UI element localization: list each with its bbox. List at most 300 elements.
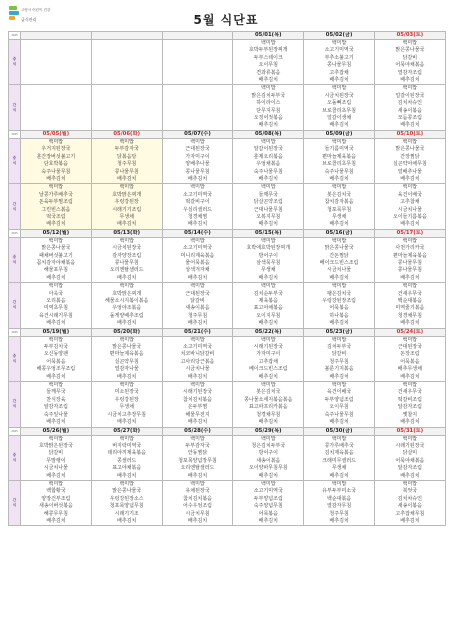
menu-item: 얼갈이된장국 — [395, 92, 425, 99]
menu-item: 맑은콩나물국 — [112, 344, 142, 351]
menu-item: 닭살미 — [402, 450, 418, 457]
menu-cell — [162, 40, 233, 85]
menu-cell — [374, 138, 445, 183]
menu-cell — [304, 435, 375, 480]
menu-item: 떡국조림 — [46, 213, 66, 220]
menu-item: 김치두부국 — [327, 344, 352, 351]
menu-item: 배추김치 — [46, 274, 66, 281]
menu-item: 감자양장조림 — [112, 252, 142, 259]
menu-item: 소고기미역국 — [324, 47, 354, 54]
menu-item: 편마늘제육볶음 — [322, 153, 356, 160]
menu-cell — [91, 480, 162, 525]
menu-item: 편마늘제육볶음 — [109, 351, 144, 358]
menu-item: 배추김치 — [329, 320, 349, 327]
menu-cell — [162, 435, 233, 480]
menu-cell — [21, 184, 92, 229]
menu-item: 백미밥 — [119, 283, 134, 290]
menu-item: 배추김치 — [258, 274, 278, 281]
menu-item: 우엉야조볶음 — [112, 305, 142, 312]
menu-item: 배추김치 — [187, 320, 208, 327]
menu-item: 오돌뼈조림 — [327, 100, 352, 107]
menu-item: 배추김치 — [329, 221, 349, 228]
menu-item: 배추김치 — [258, 419, 278, 426]
menu-item: 김치차슈인 — [397, 495, 422, 502]
lunch-row — [9, 237, 446, 282]
snack-label: 간 식 — [9, 283, 21, 328]
menu-item: 떡갈비구이 — [185, 199, 210, 206]
snack-row — [9, 283, 446, 328]
snack-label: 간 식 — [9, 382, 21, 427]
menu-item: 오이양파무침무침 — [248, 465, 288, 472]
menu-item: 꼼치감자야채볶음 — [36, 259, 76, 266]
menu-item: 닭갈비 — [331, 351, 347, 358]
menu-item: 육건시래기무침 — [38, 312, 73, 319]
menu-cell — [21, 336, 92, 381]
menu-item: 소고기미역국 — [253, 488, 283, 495]
date-row — [9, 427, 446, 435]
date-cell: 05/07(수) — [162, 130, 233, 138]
menu-cell — [21, 480, 92, 525]
menu-item: 간돈찜닭 — [329, 252, 349, 259]
menu-item: 볼룬기지볶음 — [324, 366, 354, 373]
menu-cell — [304, 237, 375, 282]
lunch-row — [9, 336, 446, 381]
menu-item: 안동찜닭 — [187, 450, 208, 457]
menu-item: 백미밥 — [331, 435, 347, 442]
snack-label: 간 식 — [9, 480, 21, 525]
date-cell: 05/19(월) — [21, 328, 92, 336]
menu-item: 유부두부미소국 — [322, 488, 356, 495]
menu-cell — [162, 85, 233, 130]
menu-item: 닭갈비 — [190, 298, 205, 304]
menu-item: 백미밥 — [190, 237, 205, 244]
menu-item: 배추김치 — [46, 472, 66, 479]
menu-item: 배추김치 — [329, 419, 349, 426]
menu-item: 시래기된장국 — [253, 344, 283, 351]
menu-item: 배추김치 — [400, 122, 420, 129]
menu-item: 고추잡채 — [258, 358, 278, 365]
menu-cell — [21, 40, 92, 85]
menu-item: 떡갈비조림 — [397, 396, 422, 403]
menu-item: 백미밥 — [402, 336, 418, 343]
logo-subtext: 급식관리 — [21, 17, 37, 22]
menu-item: 백미밥 — [119, 237, 134, 244]
menu-cell — [162, 184, 233, 229]
menu-item: 얼갈이생채 — [327, 115, 352, 122]
year-label: 2025 — [9, 427, 21, 435]
menu-cell — [374, 237, 445, 282]
menu-item: 백미밥 — [48, 237, 64, 244]
menu-item: 백순대볶음 — [327, 495, 352, 502]
menu-item: 백미밥 — [331, 237, 347, 244]
menu-item: 시금치나물 — [327, 267, 352, 274]
menu-item: 백미밥 — [119, 336, 134, 343]
menu-item: 배추김치 — [258, 77, 278, 84]
menu-item: 미역초무침 — [43, 305, 68, 312]
menu-item: 육건이배국 — [397, 191, 422, 198]
menu-item: 육건이배국 — [327, 389, 352, 396]
menu-item: 숙주나물무침 — [41, 168, 71, 175]
snack-row — [9, 382, 446, 427]
menu-item: 김치순두부국 — [253, 290, 283, 297]
menu-cell — [304, 184, 375, 229]
menu-cell — [21, 382, 92, 427]
menu-item: 백미밥 — [48, 336, 64, 343]
menu-item: 물어묵볶음 — [185, 259, 210, 266]
menu-item: 무생채 — [119, 404, 134, 411]
menu-cell — [162, 283, 233, 328]
menu-item: 고추잡채무침 — [395, 510, 425, 517]
menu-item: 배추김치 — [46, 320, 66, 327]
menu-item: 부추소불고기 — [324, 54, 354, 61]
menu-item: 무생채 — [261, 267, 276, 274]
menu-item: 백미밥 — [190, 184, 205, 191]
menu-item: 청주무침 — [329, 358, 349, 365]
menu-item: 근대나물무침 — [253, 206, 283, 213]
date-row — [9, 130, 446, 138]
menu-item: 맑은김치두부국 — [251, 92, 286, 99]
menu-item: 삼색묵무침 — [256, 259, 281, 266]
menu-item: 배추김치 — [329, 175, 349, 182]
date-cell: 05/05(월) — [21, 130, 92, 138]
menu-item: 콩나물무침 — [397, 267, 422, 274]
menu-item: 백미밥 — [190, 138, 205, 145]
lunch-row — [9, 40, 446, 85]
menu-item: 브로콜리초무침 — [322, 161, 356, 168]
menu-item: 알감자조림 — [397, 404, 422, 411]
menu-item: 오이무침 — [329, 404, 349, 411]
menu-item: 숙주나물무침 — [324, 168, 354, 175]
menu-item: 배추김치 — [117, 517, 137, 524]
snack-row — [9, 480, 446, 525]
menu-item: 모듬콩조림 — [397, 115, 422, 122]
menu-item: 백미밥 — [261, 138, 276, 145]
menu-item: 배추김치 — [400, 373, 420, 380]
menu-item: 배추김치 — [117, 472, 137, 479]
menu-cell — [233, 237, 304, 282]
menu-item: 호박두부된장찌개 — [248, 47, 288, 54]
menu-item: 배추김치 — [400, 472, 420, 479]
menu-item: 들깨무국 — [258, 191, 278, 198]
year-label: 2025 — [9, 32, 21, 40]
menu-item: 해물무전지 — [185, 411, 210, 418]
menu-cell — [374, 184, 445, 229]
menu-item: 배추김치 — [258, 320, 278, 327]
year-label: 2025 — [9, 328, 21, 336]
date-cell: 05/09(금) — [304, 130, 375, 138]
header — [0, 0, 452, 31]
menu-cell — [91, 85, 162, 130]
menu-item: 오이들기름볶음 — [392, 213, 427, 220]
menu-item: 청주무침 — [117, 161, 137, 168]
menu-item: 시래기된장국 — [183, 389, 212, 396]
menu-item: 김치차슈인 — [397, 100, 422, 107]
menu-item: 백미밥 — [261, 283, 276, 290]
menu-item: 배추김치 — [400, 221, 420, 228]
lunch-label: 중 식 — [9, 336, 21, 381]
menu-cell — [374, 382, 445, 427]
date-cell: 05/29(목) — [233, 427, 304, 435]
menu-item: 소고기미역국 — [183, 245, 212, 252]
menu-item: 백미밥 — [48, 382, 64, 389]
lunch-label: 중 식 — [9, 237, 21, 282]
menu-item: 배추김치 — [329, 274, 349, 281]
menu-item: 배추김치 — [187, 472, 208, 479]
menu-item: 베이크드빈스조림 — [319, 259, 359, 266]
menu-cell — [162, 382, 233, 427]
menu-item: 유채된장국 — [185, 488, 210, 495]
menu-item: 아욱국 — [48, 290, 64, 297]
menu-item: 시금치된장국 — [112, 245, 142, 252]
menu-item: 상색겨자채 — [185, 267, 210, 274]
menu-item: 열감자조림 — [397, 69, 422, 76]
menu-item: 백미밥 — [331, 336, 347, 343]
date-cell: 05/02(금) — [304, 32, 375, 40]
menu-cell — [304, 283, 375, 328]
year-label: 2025 — [9, 229, 21, 237]
menu-item: 어묵볶음 — [400, 358, 420, 365]
lunch-row — [9, 138, 446, 183]
menu-item: 배추김치 — [117, 221, 137, 228]
menu-item: 두부김치국 — [43, 344, 68, 351]
menu-item: 봇은김치국 — [256, 389, 281, 396]
menu-item: 오징어젓볶음 — [253, 115, 283, 122]
menu-item: 알갈이된장국 — [253, 146, 283, 153]
menu-item: 무생채 — [119, 213, 134, 220]
menu-item: 호박맑은찌개 — [112, 191, 142, 198]
menu-item: 새송이볶음 — [185, 305, 210, 312]
menu-item: 배추김치 — [187, 274, 208, 281]
menu-item: 온두부찜 — [187, 404, 208, 411]
menu-item: 표고파프리카볶음 — [248, 404, 288, 411]
menu-item: 해콩무무침 — [43, 510, 68, 517]
menu-cell — [374, 336, 445, 381]
date-cell: 05/01(목) — [233, 32, 304, 40]
menu-item: 맑은콩나물국 — [395, 47, 425, 54]
menu-item: 청경채무침 — [256, 411, 281, 418]
snack-row — [9, 184, 446, 229]
menu-item: 양배추나물 — [185, 161, 210, 168]
menu-item: 배추김치 — [46, 517, 66, 524]
logo-text: 고양시 어린이 건강 — [21, 8, 51, 12]
menu-cell — [91, 237, 162, 282]
menu-item: 콩나물무침 — [327, 62, 352, 69]
snack-row — [9, 85, 446, 130]
menu-item: 호박맑은찌개 — [112, 290, 142, 297]
menu-item: 우렁강된장조림 — [322, 298, 356, 304]
date-cell: 05/14(수) — [162, 229, 233, 237]
menu-item: 새송이볶음 — [397, 107, 422, 114]
menu-item: 표고야채볶음 — [112, 465, 142, 472]
menu-item: 방어구이 — [258, 450, 278, 457]
menu-item: 북엇국 — [402, 488, 418, 495]
menu-item: 오이지무침 — [256, 312, 281, 319]
menu-item: 숙주양념무침 — [253, 503, 283, 510]
menu-item: 무생채 — [331, 465, 347, 472]
menu-item: 배추김치 — [187, 419, 208, 426]
menu-item: 단호박볶음 — [43, 161, 68, 168]
menu-item: 해물포무침 — [43, 267, 68, 274]
date-cell: 05/31(토) — [374, 427, 445, 435]
menu-item: 백미밥 — [119, 480, 134, 487]
menu-item: 얼배추나물 — [397, 168, 422, 175]
menu-item: 배추김치 — [46, 419, 66, 426]
date-cell: 05/08(목) — [233, 130, 304, 138]
menu-item: 백미밥 — [402, 184, 418, 191]
menu-item: 두부감자국 — [185, 442, 210, 449]
menu-cell — [233, 435, 304, 480]
menu-item: 돌게양배추조림 — [109, 312, 144, 319]
menu-item: 백미밥 — [331, 283, 347, 290]
menu-item: 시금치나물 — [185, 366, 210, 373]
menu-item: 배추김치 — [400, 274, 420, 281]
menu-item: 미니리계육볶음 — [180, 252, 215, 259]
menu-item: 참치김치볶음 — [183, 396, 212, 403]
menu-cell — [21, 85, 92, 130]
menu-item: 시금치무침 — [185, 510, 210, 517]
menu-item: 배추김치 — [187, 373, 208, 380]
menu-item: 오이무침 — [258, 62, 278, 69]
menu-item: 백미밥 — [190, 382, 205, 389]
menu-item: 근대된장국 — [185, 146, 210, 153]
menu-item: 콩나물무침 — [397, 259, 422, 266]
menu-item: 시금치나물 — [43, 465, 68, 472]
menu-item: 백미밥 — [331, 480, 347, 487]
menu-item: 맑은콩나물국 — [41, 245, 71, 252]
menu-item: 백미밥 — [190, 480, 205, 487]
menu-item: 베이크드빈스조림 — [248, 366, 288, 373]
menu-cell — [304, 40, 375, 85]
menu-item: 맑은콩나물국 — [112, 488, 142, 495]
date-cell: 05/16(금) — [304, 229, 375, 237]
menu-cell — [233, 283, 304, 328]
menu-item: 해물소시지볶이볶음 — [104, 298, 149, 304]
menu-cell — [21, 138, 92, 183]
menu-item: 김치제육볶음 — [324, 450, 354, 457]
menu-item: 시금치고추장무침 — [107, 411, 147, 418]
menu-item: 닭살곤약조림 — [253, 199, 283, 206]
menu-item: 들깨무국 — [46, 389, 66, 396]
menu-item: 실곤약무침 — [114, 358, 139, 365]
date-cell: 05/28(수) — [162, 427, 233, 435]
menu-item: 시금치나물 — [397, 206, 422, 213]
menu-item: 고사리당근볶음 — [180, 358, 215, 365]
menu-item: 배추김치 — [187, 517, 208, 524]
menu-item: 알감자조림 — [43, 404, 68, 411]
menu-item: 가자미구이 — [185, 153, 210, 160]
menu-cell — [304, 85, 375, 130]
menu-item: 어묵야채볶음 — [395, 457, 425, 464]
menu-item: 무말랭이 — [46, 457, 66, 464]
menu-cell — [233, 138, 304, 183]
menu-item: 배추김치 — [400, 419, 420, 426]
menu-item: 두부스테이크 — [253, 54, 283, 61]
menu-item: 어묵볶음 — [258, 510, 278, 517]
menu-item: 백미밥 — [48, 480, 64, 487]
menu-item: 호박맑은된장국 — [38, 442, 73, 449]
menu-item: 우엉채볶음 — [256, 161, 281, 168]
menu-item: 새송이볶음 — [256, 457, 281, 464]
menu-item: 청경채무침 — [397, 312, 422, 319]
menu-item: 간장찜닭 — [400, 153, 420, 160]
menu-item: 백미밥 — [331, 184, 347, 191]
menu-cell — [233, 184, 304, 229]
menu-item: 데리야끼제육볶음 — [107, 450, 147, 457]
menu-item: 콩나물무침 — [114, 168, 139, 175]
date-cell — [91, 32, 162, 40]
menu-item: 시래기기조림 — [112, 206, 142, 213]
menu-item: 백미밥 — [190, 435, 205, 442]
menu-item: 오리엔탈샐러드 — [180, 465, 215, 472]
menu-item: 배추김치 — [329, 373, 349, 380]
menu-item: 오신동양팬 — [43, 351, 68, 358]
menu-item: 백미밥 — [261, 40, 276, 46]
menu-item: 우렁강된장 — [114, 396, 139, 403]
menu-item: 배추김치 — [187, 221, 208, 228]
menu-cell — [162, 336, 233, 381]
menu-cell — [374, 435, 445, 480]
menu-item: 해콩우엉조무조림 — [36, 366, 76, 373]
menu-item: 알감자조림 — [397, 465, 422, 472]
menu-item: 크래미무샐러드 — [322, 457, 356, 464]
menu-cell — [233, 40, 304, 85]
menu-item: 건새우무국 — [397, 290, 422, 297]
menu-item: 닭갈비 — [48, 450, 64, 457]
date-cell: 05/03(토) — [374, 32, 445, 40]
menu-item: 두부양념조림 — [253, 495, 283, 502]
date-cell — [21, 32, 92, 40]
menu-item: 배추김치 — [258, 472, 278, 479]
page-title: 5월 식단표 — [193, 13, 259, 27]
menu-cell — [374, 283, 445, 328]
menu-item: 배추김치 — [46, 221, 66, 228]
menu-item: 어수우엉조림 — [183, 503, 212, 510]
menu-item: 배추김치 — [258, 517, 278, 524]
menu-item: 어묵야채볶음 — [395, 62, 425, 69]
menu-item: 백미밥 — [261, 336, 276, 343]
menu-cell — [91, 283, 162, 328]
menu-item: 소고기미역국 — [183, 344, 212, 351]
menu-item: 패채버섯불고기 — [38, 252, 73, 259]
date-row — [9, 328, 446, 336]
menu-item: 호박애호박된장찌개 — [246, 245, 291, 252]
menu-item: 청포묵무침 — [327, 206, 352, 213]
menu-item: 우거지된장국 — [41, 146, 71, 153]
snack-label: 간 식 — [9, 85, 21, 130]
lunch-row — [9, 435, 446, 480]
menu-item: 고추잡채 — [329, 69, 349, 76]
menu-item: 백미밥 — [261, 480, 276, 487]
menu-cell — [233, 480, 304, 525]
menu-cell — [162, 138, 233, 183]
menu-item: 브로콜리초무침 — [322, 107, 356, 114]
date-cell: 05/15(목) — [233, 229, 304, 237]
menu-item: 소고기미역국 — [183, 191, 212, 198]
menu-item: 참치김치볶음 — [183, 495, 212, 502]
menu-item: 배추김치 — [329, 472, 349, 479]
menu-item: 콩나물소세지볶음볶음 — [244, 396, 293, 403]
menu-item: 견과류볶음 — [256, 69, 281, 76]
menu-item: 백합황국 — [46, 488, 66, 495]
menu-cell — [162, 237, 233, 282]
date-cell: 05/27(화) — [91, 427, 162, 435]
menu-item: 배추김치 — [117, 274, 137, 281]
menu-item: 백미밥 — [402, 435, 418, 442]
menu-item: 날콩가루배추국 — [38, 191, 73, 198]
year-label: 2025 — [9, 130, 21, 138]
menu-item: 백미밥 — [261, 184, 276, 191]
menu-cell — [233, 85, 304, 130]
